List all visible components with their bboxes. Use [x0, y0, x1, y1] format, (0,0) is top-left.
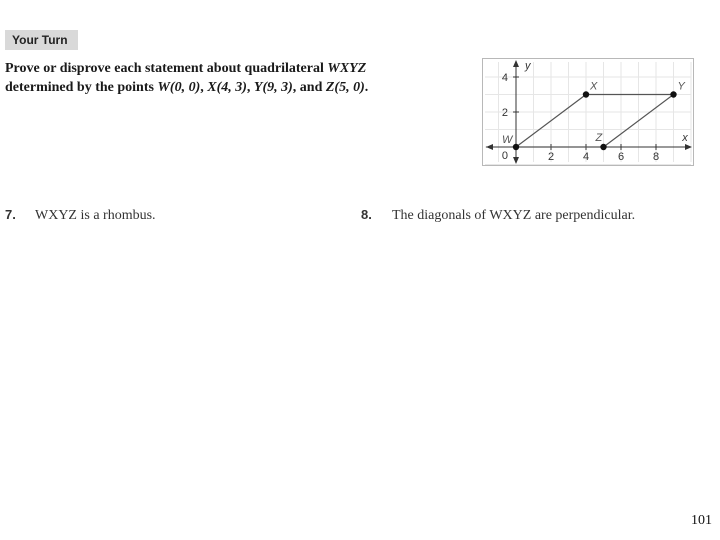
page-number: 101 [691, 513, 712, 528]
problem-text: The diagonals of WXYZ are perpendicular. [392, 208, 636, 223]
problem-text: WXYZ is a rhombus. [35, 208, 156, 223]
problem-8 [361, 206, 635, 225]
instructions-line-2: determined by the points W(0, 0), X(4, 3), Y(9, 3), and Z(5, 0). [5, 80, 369, 95]
y-tick-label: 4 [501, 72, 508, 84]
point-w: W(0, 0) [157, 80, 201, 95]
vertex-point-x [583, 91, 589, 97]
origin-label: 0 [501, 150, 508, 162]
vertex-label-z: Z [595, 132, 603, 144]
shape-name: WXYZ [327, 61, 367, 76]
x-tick-label: 2 [547, 151, 555, 163]
vertex-label-w: W [502, 134, 513, 146]
point-y: Y(9, 3) [253, 80, 293, 95]
x-tick-label: 8 [652, 151, 660, 163]
vertex-point-z [600, 144, 606, 150]
section-header-your-turn: Your Turn [5, 30, 78, 50]
point-z: Z(5, 0) [325, 80, 365, 95]
point-x: X(4, 3) [207, 80, 247, 95]
vertex-label-x: X [590, 80, 598, 93]
instructions-line-1: Prove or disprove each statement about quadrilateral WXYZ [5, 61, 367, 76]
vertex-point-y [670, 91, 676, 97]
x-tick-label: 6 [617, 151, 625, 163]
vertex-label-y: Y [677, 80, 685, 93]
problem-number: 8. [361, 207, 372, 222]
instructions [5, 59, 465, 97]
coordinate-graph [482, 58, 694, 166]
problem-number: 7. [5, 207, 16, 222]
problem-7 [5, 206, 156, 225]
x-tick-label: 4 [582, 151, 590, 163]
y-tick-label: 2 [501, 107, 508, 119]
y-axis-label: y [525, 60, 531, 72]
vertex-point-w [513, 144, 519, 150]
x-axis-label: x [682, 132, 688, 144]
